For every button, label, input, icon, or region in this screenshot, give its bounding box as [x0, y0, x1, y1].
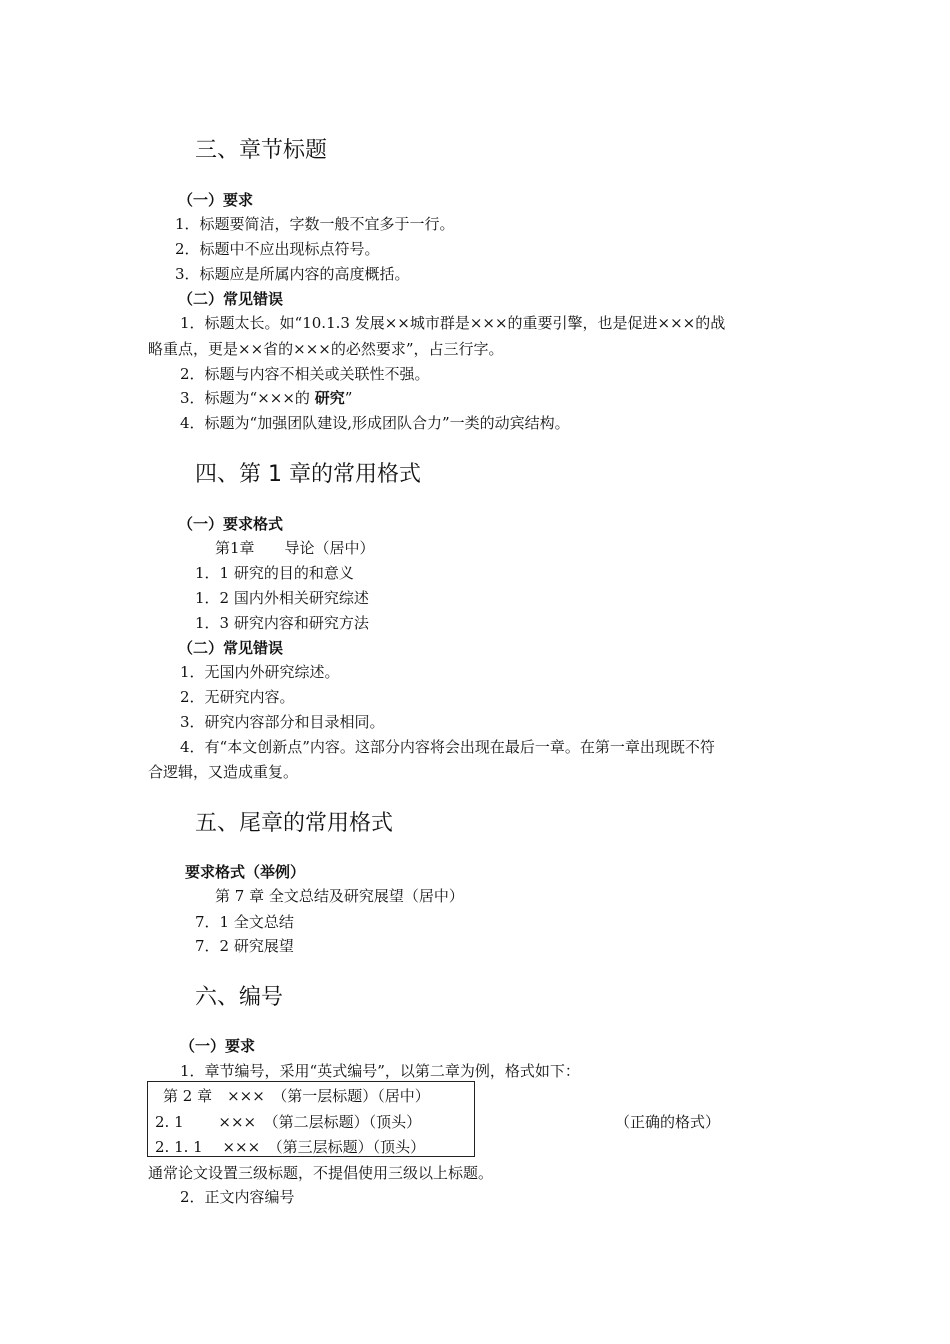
requirement-item: 3．标题应是所属内容的高度概括。	[175, 265, 410, 283]
example-line: 第 2 章 ××× （第一层标题）（居中）	[163, 1087, 430, 1105]
error-item	[180, 388, 352, 408]
numbering-item: 1．章节编号，采用“英式编号”，以第二章为例，格式如下：	[180, 1062, 580, 1080]
format-line: 1．3 研究内容和研究方法	[195, 614, 369, 632]
subsection-heading: （一）要求	[178, 191, 254, 209]
body-text: 通常论文设置三级标题，不提倡使用三级以上标题。	[148, 1164, 494, 1182]
requirement-item: 2．标题中不应出现标点符号。	[175, 240, 380, 258]
error-item: 4．有“本文创新点”内容。这部分内容将会出现在最后一章。在第一章出现既不符	[180, 738, 715, 756]
subsection-heading: （二）常见错误	[178, 290, 284, 308]
section-heading: 四、第 1 章的常用格式	[195, 462, 421, 487]
error-item: 4．标题为“加强团队建设,形成团队合力”一类的动宾结构。	[180, 414, 570, 432]
section-heading: 六、编号	[195, 985, 284, 1010]
format-line: 7．2 研究展望	[195, 937, 294, 955]
section-heading: 三、章节标题	[195, 138, 328, 163]
error-item-bold-text: 研究	[314, 389, 345, 407]
error-item: 2．无研究内容。	[180, 688, 295, 706]
subsection-heading: （一）要求格式	[178, 515, 284, 533]
error-item: 3．研究内容部分和目录相同。	[180, 713, 385, 731]
format-line: 1．1 研究的目的和意义	[195, 564, 354, 582]
example-line: 2. 1. 1 ××× （第三层标题）（顶头）	[155, 1138, 426, 1156]
error-item: 1．标题太长。如“10.1.3 发展××城市群是×××的重要引擎，也是促进×××的战	[180, 314, 726, 332]
subsection-heading: （一）要求	[180, 1037, 256, 1055]
error-item-text: ”	[344, 389, 353, 407]
format-line: 第1章 导论（居中）	[215, 539, 375, 557]
format-line: 7．1 全文总结	[195, 913, 294, 931]
error-item: 1．无国内外研究综述。	[180, 663, 340, 681]
error-item-continued: 略重点，更是××省的×××的必然要求”，占三行字。	[148, 340, 504, 358]
numbering-item: 2．正文内容编号	[180, 1188, 295, 1206]
format-line: 1．2 国内外相关研究综述	[195, 589, 369, 607]
format-line: 第 7 章 全文总结及研究展望（居中）	[215, 887, 464, 905]
error-item-continued: 合逻辑，又造成重复。	[148, 763, 299, 781]
subsection-heading: （二）常见错误	[178, 639, 284, 657]
requirement-item: 1．标题要简洁，字数一般不宜多于一行。	[175, 215, 455, 233]
error-item-text: 3．标题为“×××的	[180, 389, 315, 407]
example-line: 2. 1 ××× （第二层标题）（顶头）	[155, 1113, 422, 1131]
subsection-heading: 要求格式（举例）	[185, 863, 306, 881]
section-heading: 五、尾章的常用格式	[195, 811, 394, 836]
error-item: 2．标题与内容不相关或关联性不强。	[180, 365, 430, 383]
correct-format-note: （正确的格式）	[615, 1113, 721, 1131]
